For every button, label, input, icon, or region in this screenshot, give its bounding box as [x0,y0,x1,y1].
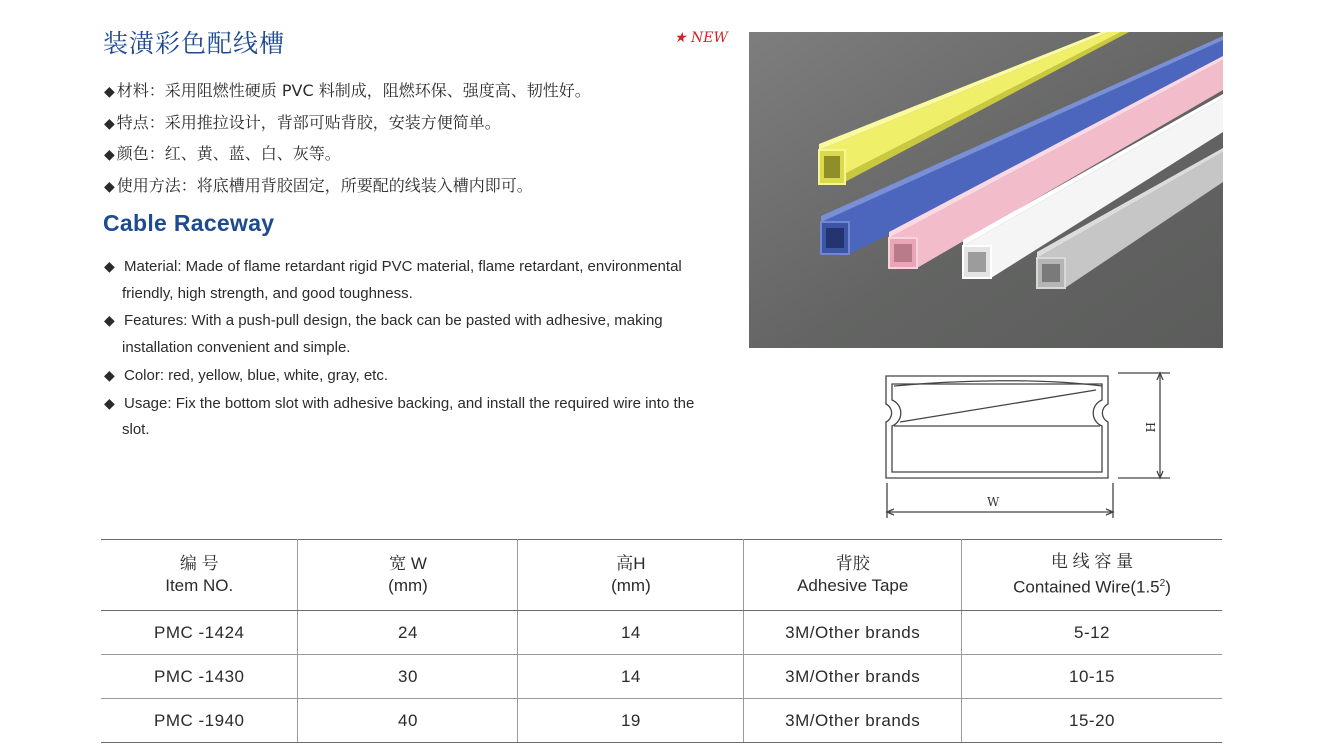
new-badge: ★ NEW [674,30,728,46]
height-label: H [1143,422,1157,433]
feature-cn-text: 材料：采用阻燃性硬质 PVC 料制成，阻燃环保、强度高、韧性好。 [116,81,591,100]
feature-cn-color [104,139,591,171]
cell-item: PMC -1940 [101,699,298,743]
feature-cn-usage [104,171,591,203]
feature-cn-text: 颜色：红、黄、蓝、白、灰等。 [116,144,341,163]
cell-height: 14 [518,655,744,699]
cross-section-diagram [880,368,1180,523]
feature-cn-features [104,108,591,140]
feature-en-color [104,362,724,390]
cell-width: 30 [298,655,518,699]
width-label: W [987,495,1000,509]
feature-en-text: Color: red, yellow, blue, white, gray, etc. [124,366,389,384]
diamond-bullet-icon: ◆ [104,366,115,383]
page-title-cn: 装潢彩色配线槽 [103,29,286,58]
header-height: 高H (mm) [518,540,744,611]
feature-cn-text: 特点：采用推拉设计，背部可贴背胶，安装方便简单。 [116,112,501,132]
header-item-no: 编 号 Item NO. [101,540,298,611]
diamond-bullet-icon: ◆ [104,147,115,163]
cell-height: 14 [518,611,744,655]
cell-wire: 5-12 [962,611,1222,655]
diamond-bullet-icon: ◆ [104,394,115,411]
feature-en-features [104,307,724,361]
header-contained-wire: 电 线 容 量 Contained $Wire(1.5^2)$ [962,540,1222,611]
table-row [101,611,1222,655]
table-row [101,699,1222,743]
cell-width: 40 [298,699,518,743]
cell-width: 24 [298,611,518,655]
header-adhesive-tape: 背胶 Adhesive Tape [744,540,962,611]
feature-en-text: Material: Made of flame retardant rigid PVC material, flame retardant, environmental friendly, high strength, and good toughness. [122,258,682,302]
table-header-row [101,540,1222,611]
diamond-bullet-icon: ◆ [104,312,115,329]
cell-tape: 3M/Other brands [744,655,962,699]
features-list-en [104,253,724,444]
feature-en-text: Features: With a push-pull design, the back can be pasted with adhesive, making installation convenient and simple. [122,312,663,357]
features-list-cn [104,76,591,202]
feature-cn-text: 使用方法：将底槽用背胶固定，所要配的线装入槽内即可。 [116,175,533,195]
header-width: 宽 W (mm) [298,540,518,611]
spec-table [101,539,1222,743]
table-row [101,655,1222,699]
cell-wire: 10-15 [962,655,1222,699]
diamond-bullet-icon: ◆ [104,178,115,195]
diamond-bullet-icon: ◆ [104,115,115,132]
product-photo [749,32,1223,348]
diamond-bullet-icon: ◆ [104,258,115,274]
feature-en-material [104,253,724,307]
feature-en-text: Usage: Fix the bottom slot with adhesive backing, and install the required wire into the slot. [122,394,695,439]
cell-item: PMC -1424 [101,611,298,655]
cell-item: PMC -1430 [101,655,298,699]
cell-wire: 15-20 [962,699,1222,743]
cell-height: 19 [518,699,744,743]
feature-en-usage [104,390,724,444]
cell-tape: 3M/Other brands [744,611,962,655]
cell-tape: 3M/Other brands [744,699,962,743]
feature-cn-material [104,76,591,108]
page-title-en: Cable Raceway [103,210,275,236]
diamond-bullet-icon: ◆ [104,84,115,100]
